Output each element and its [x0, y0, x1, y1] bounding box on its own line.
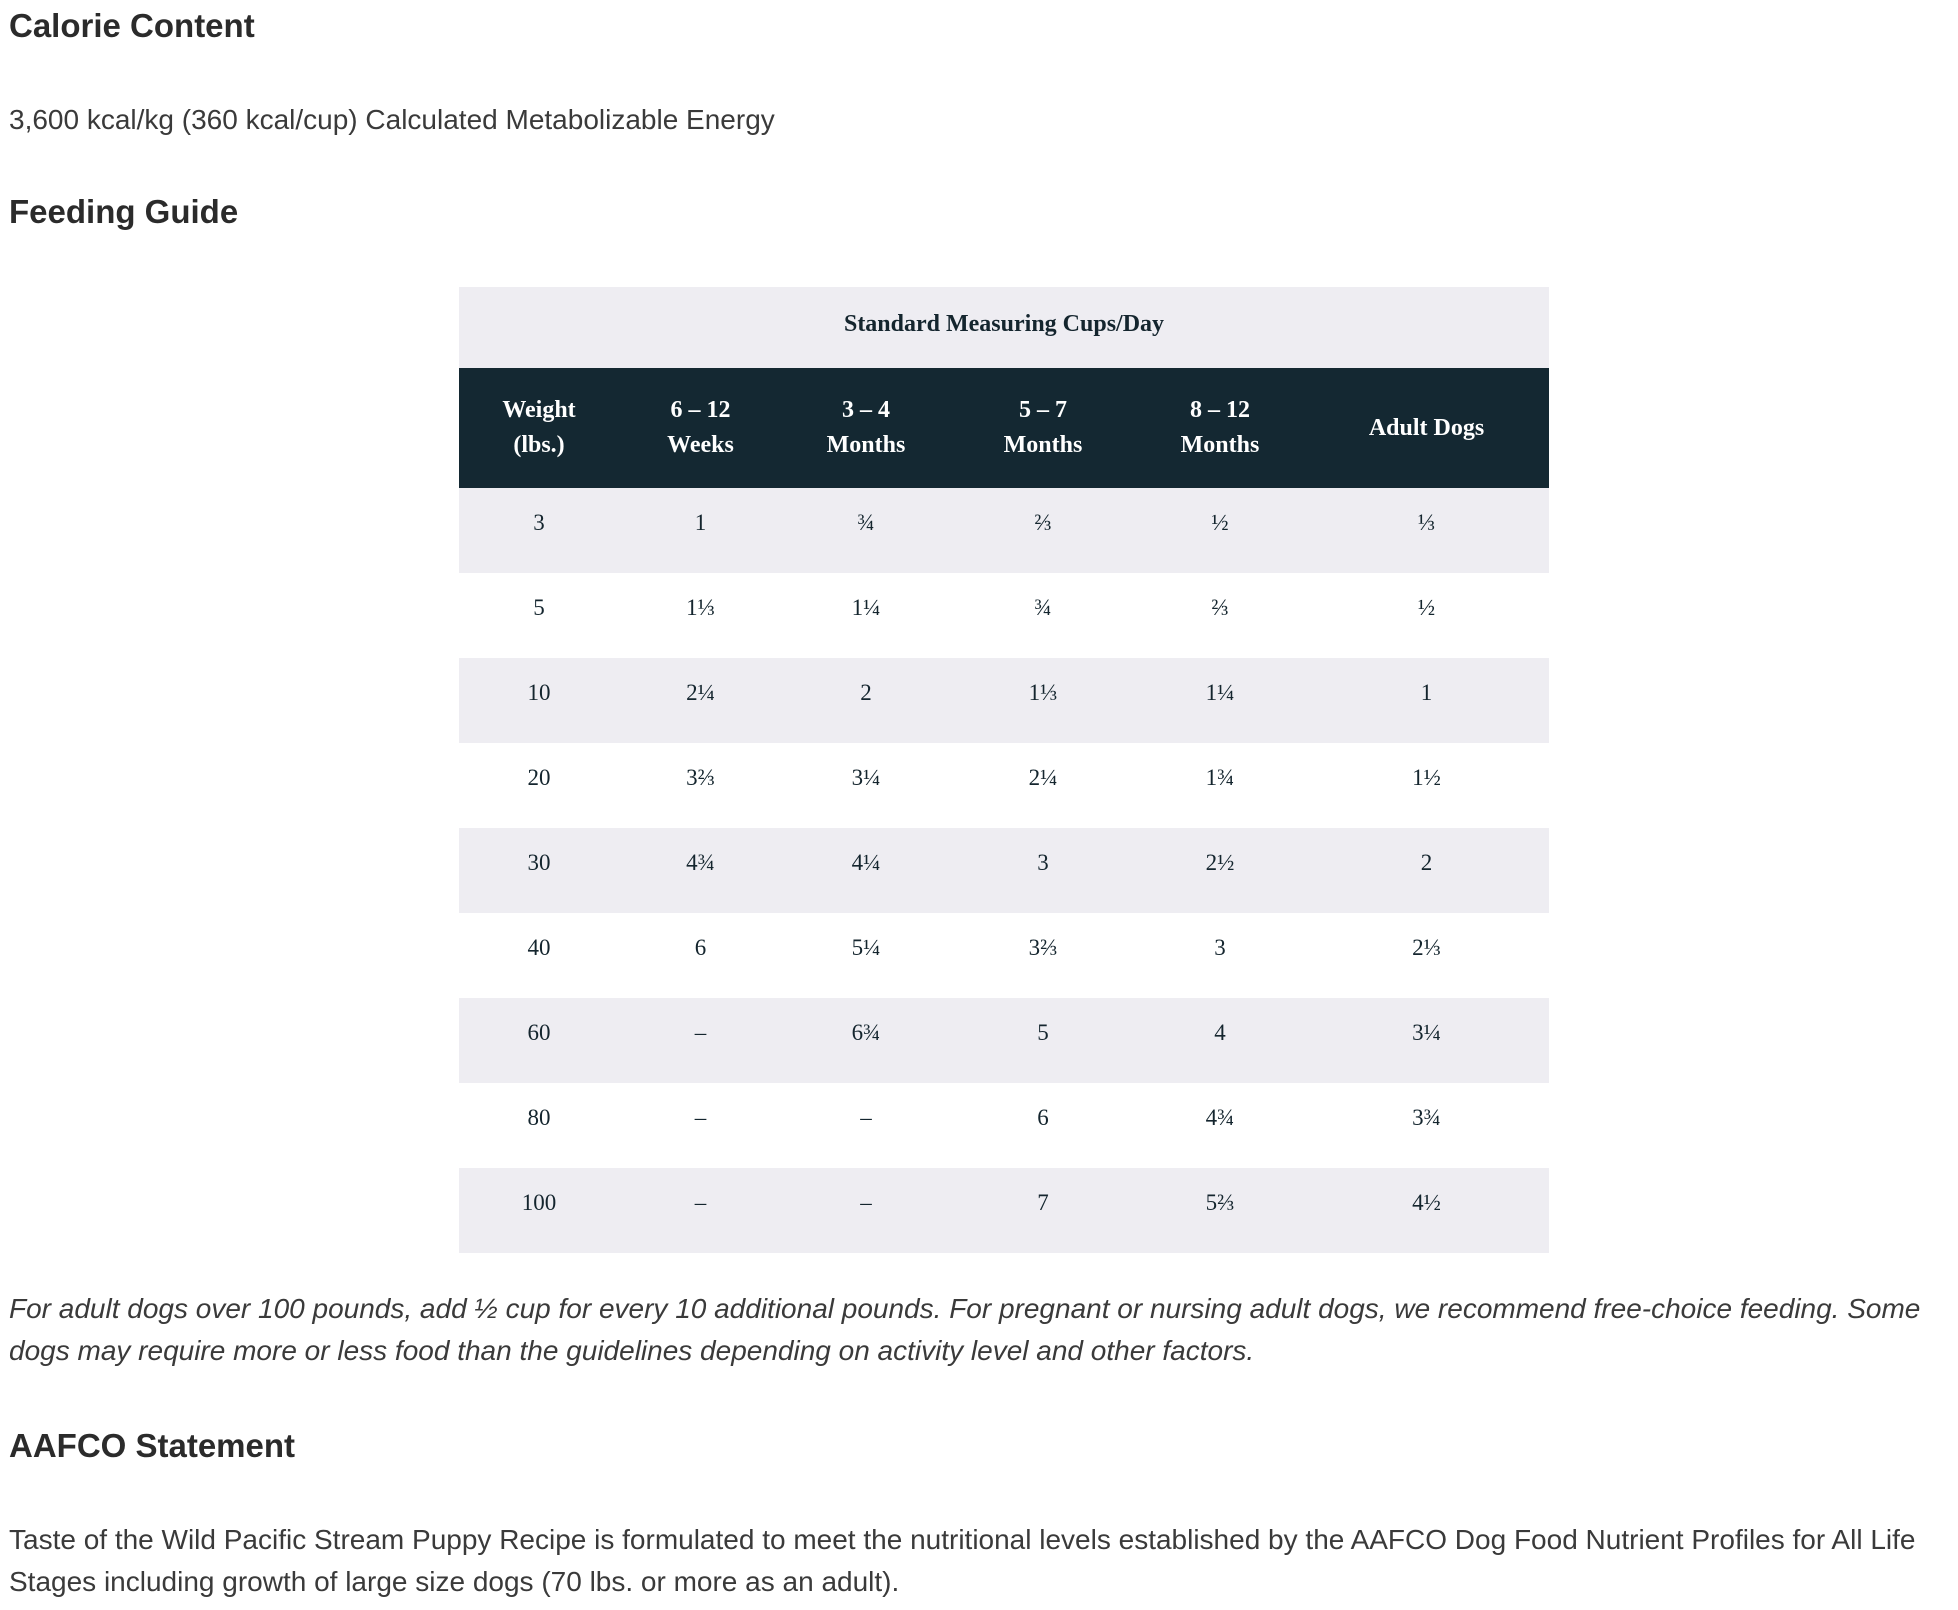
table-cell: 40 [527, 935, 551, 960]
table-cell: 3⅔ [1028, 935, 1058, 960]
table-cell: 3 [1037, 850, 1049, 875]
table-cell: 30 [527, 850, 551, 875]
table-cell: ⅔ [1211, 595, 1229, 620]
table-caption: Standard Measuring Cups/Day [459, 287, 1549, 368]
table-cell: 6 [694, 935, 707, 960]
table-cell: 3 [533, 510, 545, 535]
table-row [459, 573, 1549, 658]
table-cell: 100 [521, 1190, 557, 1215]
feeding-guide-heading: Feeding Guide [9, 193, 239, 230]
feeding-note-text: For adult dogs over 100 pounds, add ½ cup for every 10 additional pounds. For pregnant or nursing adult dogs, we recommend free-choice feeding. Some dogs may require more or less food than the guidelines depending on activity level and other factors. [9, 1293, 1921, 1366]
table-cell: 2⅓ [1412, 935, 1441, 960]
table-cell: 1¾ [1205, 765, 1235, 790]
table-cell: ¾ [857, 510, 875, 535]
header-cell-adult-dogs: Adult Dogs [1368, 414, 1485, 441]
table-cell: – [694, 1020, 707, 1045]
table-cell: 6¾ [851, 1020, 881, 1045]
table-cell: 4¼ [851, 850, 881, 875]
table-cell: 4½ [1412, 1190, 1441, 1215]
table-cell: – [694, 1190, 707, 1215]
table-row [459, 658, 1549, 743]
feeding-guide-table [459, 287, 1549, 1253]
table-cell: 20 [527, 765, 551, 790]
table-row [459, 828, 1549, 913]
table-cell: 3¼ [851, 765, 881, 790]
table-cell: 10 [527, 680, 551, 705]
table-cell: 3¾ [1412, 1105, 1441, 1130]
table-cell: 3⅔ [686, 765, 715, 790]
table-cell: 5 [1037, 1020, 1049, 1045]
aafco-statement-heading: AAFCO Statement [9, 1427, 296, 1464]
calorie-content-heading: Calorie Content [9, 7, 255, 44]
table-row [459, 1168, 1549, 1253]
table-cell: 1⅓ [686, 595, 715, 620]
table-cell: 5¼ [851, 935, 881, 960]
table-cell: 2¼ [1028, 765, 1058, 790]
header-cell-8-12-months: 8 – 12 Months [1180, 397, 1260, 458]
table-cell: ½ [1417, 595, 1436, 620]
table-row [459, 913, 1549, 998]
table-cell: 80 [527, 1105, 551, 1130]
table-cell: 1½ [1412, 765, 1441, 790]
aafco-statement-text: Taste of the Wild Pacific Stream Puppy Recipe is formulated to meet the nutritional levels established by the AAFCO Dog Food Nutrient Profiles for All Life Stages including growth of large size dogs (70 lbs. or more as an adult). [9, 1524, 1916, 1597]
table-cell: 7 [1037, 1190, 1049, 1215]
table-cell: ⅔ [1034, 510, 1052, 535]
table-cell: 5 [533, 595, 545, 620]
table-row [459, 743, 1549, 828]
table-cell: 2 [860, 680, 872, 705]
table-cell: 5⅔ [1205, 1190, 1235, 1215]
table-cell: 4¾ [1205, 1105, 1235, 1130]
table-cell: 3 [1214, 935, 1226, 960]
table-cell: ½ [1211, 510, 1229, 535]
table-cell: 1⅓ [1028, 680, 1058, 705]
table-cell: 4 [1214, 1020, 1226, 1045]
header-cell-6-12-weeks: 6 – 12 Weeks [667, 397, 734, 458]
table-cell: ⅓ [1417, 510, 1436, 535]
table-cell: – [860, 1105, 872, 1130]
table-row [459, 488, 1549, 573]
table-row [459, 998, 1549, 1083]
table-cell: 6 [1037, 1105, 1049, 1130]
table-cell: 1¼ [1205, 680, 1235, 705]
table-cell: 4¾ [686, 850, 715, 875]
table-cell: – [860, 1190, 872, 1215]
table-cell: 1¼ [851, 595, 881, 620]
header-cell-3-4-months: 3 – 4 Months [826, 397, 906, 458]
table-cell: 2½ [1205, 850, 1235, 875]
table-cell: ¾ [1034, 595, 1052, 620]
header-cell-5-7-months: 5 – 7 Months [1003, 397, 1083, 458]
header-cell-weight: Weight (lbs.) [502, 397, 576, 458]
table-cell: 2 [1420, 850, 1433, 875]
table-body [459, 488, 1549, 1253]
table-cell: 1 [694, 510, 707, 535]
table-header-row [459, 368, 1549, 488]
table-cell: 1 [1420, 680, 1433, 705]
table-cell: 3¼ [1412, 1020, 1441, 1045]
table-cell: 60 [527, 1020, 551, 1045]
table-cell: – [694, 1105, 707, 1130]
table-cell: 2¼ [686, 680, 715, 705]
calorie-content-text: 3,600 kcal/kg (360 kcal/cup) Calculated Metabolizable Energy [9, 104, 775, 135]
table-row [459, 1083, 1549, 1168]
